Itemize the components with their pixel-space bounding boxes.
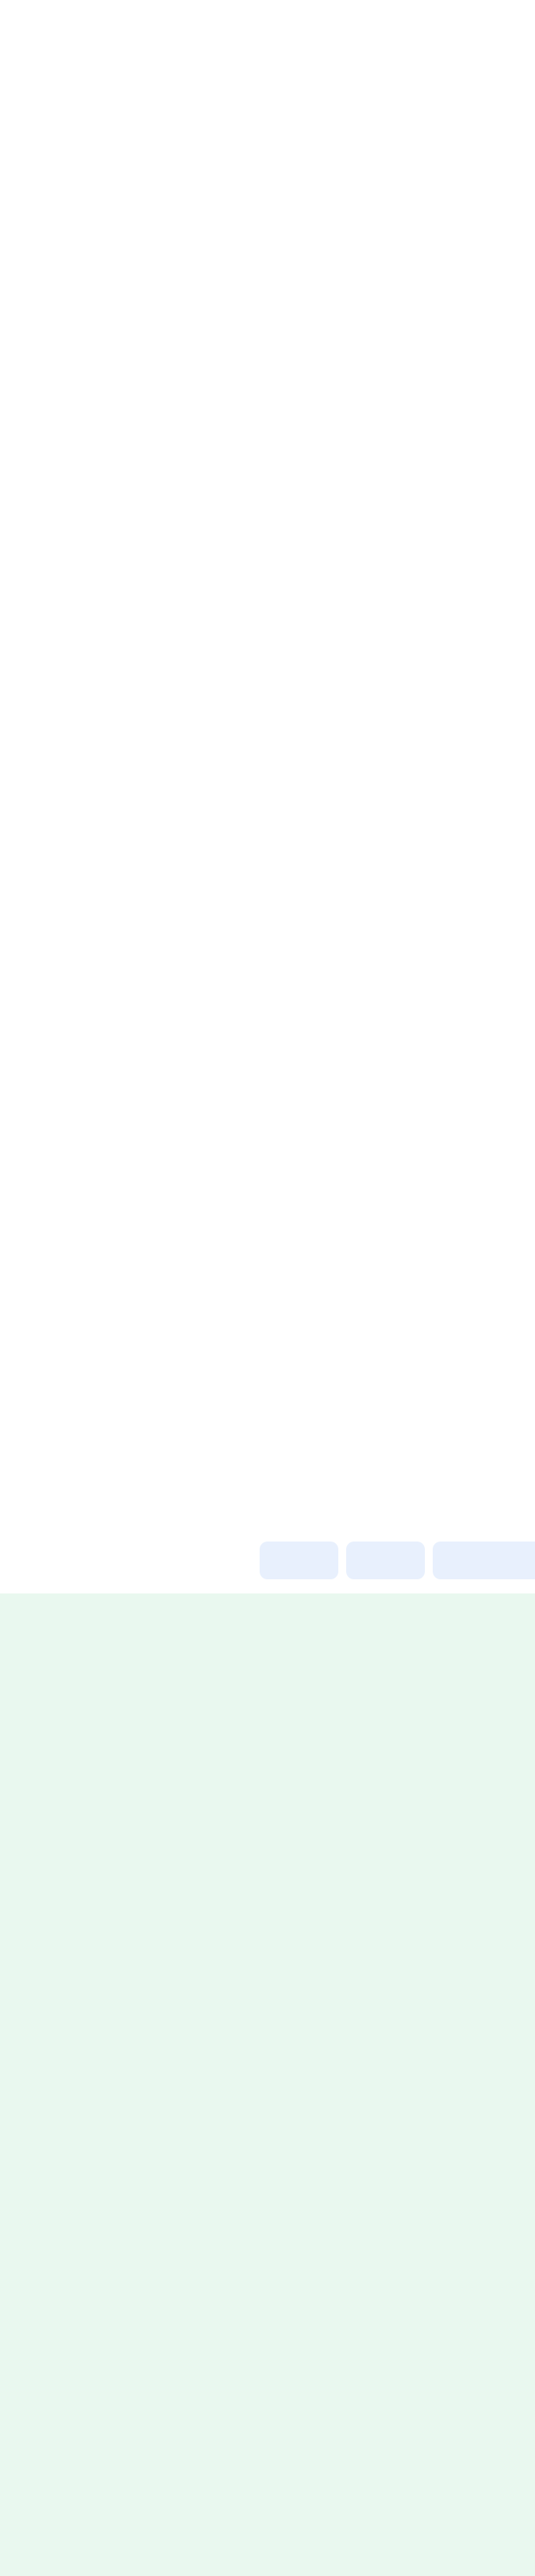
next-exercise-button[interactable] bbox=[346, 1542, 425, 1579]
prev-exercise-button[interactable] bbox=[260, 1542, 338, 1579]
exercise-nav-bar bbox=[0, 1535, 535, 1590]
all-exercises-button[interactable] bbox=[433, 1542, 535, 1579]
answer-block bbox=[0, 1593, 535, 2576]
